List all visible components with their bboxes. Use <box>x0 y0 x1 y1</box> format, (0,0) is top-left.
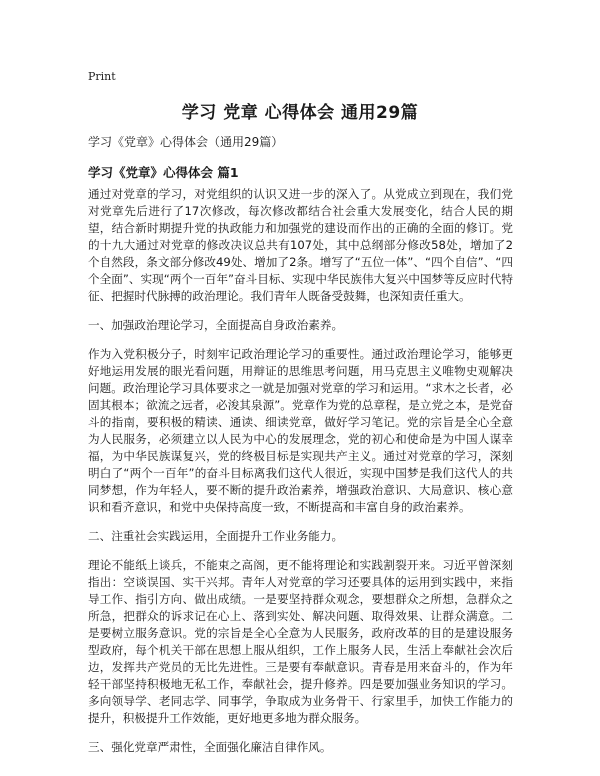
point-heading-1: 一、加强政治理论学习，全面提高自身政治素养。 <box>88 318 344 332</box>
point-heading-3: 三、强化党章严肃性，全面强化廉洁自律作风。 <box>88 740 332 754</box>
section-heading: 学习《党章》心得体会 篇1 <box>88 165 239 180</box>
paragraph-intro: 通过对党章的学习，对党组织的认识又进一步的深入了。从党成立到现在，我们党对党章先后进行了17次修改，每次修改都结合社会重大发展变化，结合人民的期望，结合新时期提升党的执政能力和加强党的建设而作出的正确的全面的修订。党的十九大通过对党章的修改决议总共有107处，其中总纲部分修改58处，增加了2个自然段，条文部分修改49处、增加了2条。增写了“五位一体”、“四个自信”、“四个全面”、实现“两个一百年”奋斗目标、实现中华民族伟大复兴中国梦等反应时代特征、把握时代脉搏的政治理论。我们青年人既备受鼓舞，也深知责任重大。 <box>88 187 513 303</box>
paragraph-point-1: 作为入党积极分子，时刻牢记政治理论学习的重要性。通过政治理论学习，能够更好地运用发展的眼光看问题，用辩证的思维思考问题，用马克思主义唯物史观解决问题。政治理论学习具体要求之一就是加强对党章的学习和运用。“求木之长者，必固其根本；欲流之远者，必浚其泉源”。党章作为党的总章程，是立党之本，是党奋斗的指南，要积极的精读、通读、细读党章，做好学习笔记。党的宗旨是全心全意为人民服务，必须建立以人民为中心的发展理念，党的初心和使命是为中国人谋幸福，为中华民族谋复兴，党的终极目标是实现共产主义。通过对党章的学习，深刻明白了“两个一百年”的奋斗目标离我们这代人很近，实现中国梦是我们这代人的共同梦想，作为年轻人，要不断的提升政治素养，增强政治意识、大局意识、核心意识和看齐意识，和党中央保持高度一致，不断提高和丰富自身的政治素养。 <box>88 347 513 514</box>
paragraph-point-2: 理论不能纸上谈兵，不能束之高阁，更不能将理论和实践割裂开来。习近平曾深刻指出：空谈误国、实干兴邦。青年人对党章的学习还要具体的运用到实践中，来指导工作、指引方向、做出成绩。一是要坚持群众观念，要想群众之所想，急群众之所急，把群众的诉求记在心上、落到实处、解决问题、取得效果、让群众满意。二是要树立服务意识。党的宗旨是全心全意为人民服务，政府改革的目的是建设服务型政府，每个机关干部在思想上服从组织，工作上服务人民，生活上奉献社会次后边，发挥共产党员的无比先进性。三是要有奉献意识。青春是用来奋斗的，作为年轻干部坚持积极地无私工作，奉献社会，提升修养。四是要加强业务知识的学习。多向领导学、老同志学、同事学，争取成为业务骨干、行家里手，加快工作能力的提升，积极提升工作效能，更好地更多地为群众服务。 <box>88 558 513 725</box>
document-body <box>88 186 513 768</box>
print-link[interactable]: Print <box>88 70 116 83</box>
document-subtitle: 学习《党章》心得体会（通用29篇） <box>88 135 284 149</box>
document-title: 学习 党章 心得体会 通用29篇 <box>181 103 419 123</box>
point-heading-2: 二、注重社会实践运用，全面提升工作业务能力。 <box>88 529 344 543</box>
